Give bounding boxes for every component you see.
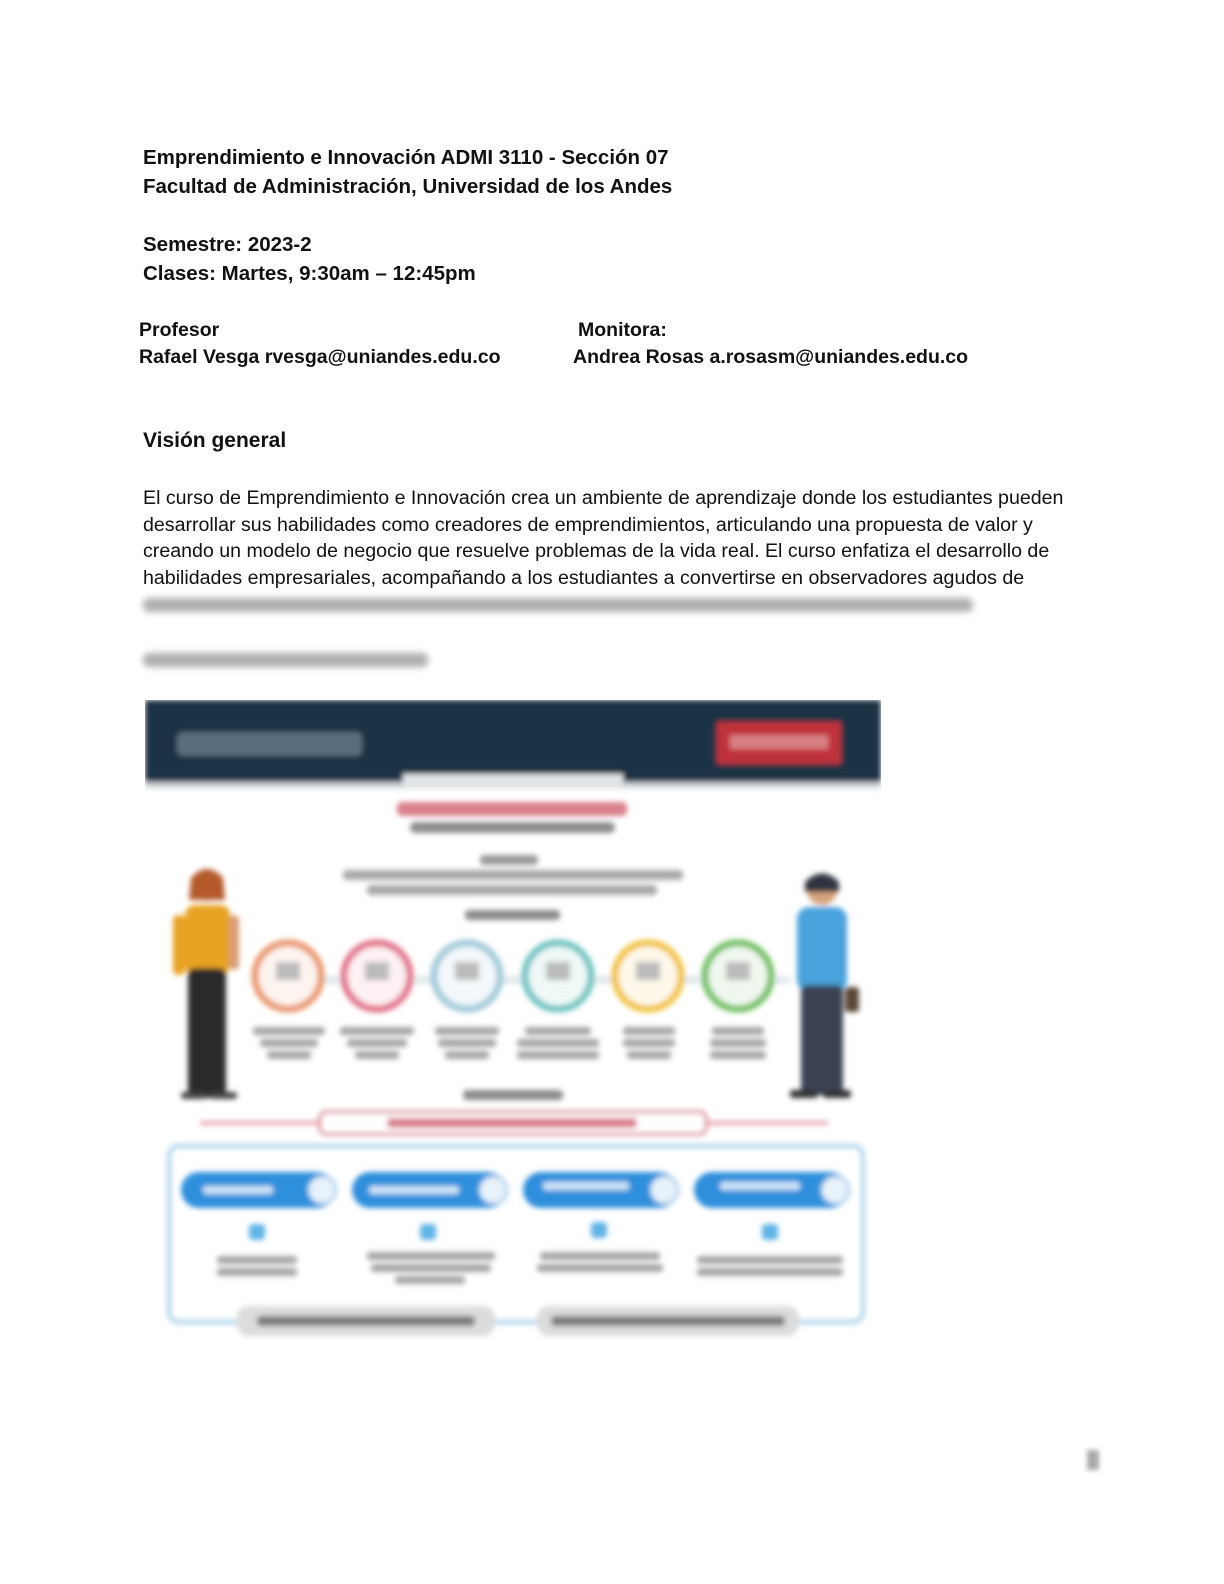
paragraph-line: creando un modelo de negocio que resuelve problemas de la vida real. El curso enfatiza el desarrollo de (143, 540, 1050, 562)
semester-line: Semestre: 2023-2 (143, 233, 312, 256)
paragraph-line: El curso de Emprendimiento e Innovación crea un ambiente de aprendizaje donde los estudiantes pueden (143, 487, 1064, 509)
schedule-block (143, 230, 476, 288)
professor-label: Profesor (139, 319, 220, 341)
man-figure (790, 874, 859, 1099)
faculty-line: Facultad de Administración, Universidad de los Andes (143, 175, 673, 198)
monitor-info: Andrea Rosas a.rosasm@uniandes.edu.co (573, 346, 969, 368)
professor-info: Rafael Vesga rvesga@uniandes.edu.co (139, 346, 501, 368)
course-title: Emprendimiento e Innovación ADMI 3110 - Sección 07 (143, 146, 669, 169)
page-number (1087, 1450, 1099, 1470)
paragraph-line: habilidades empresariales, acompañando a los estudiantes a convertirse en observadores agudos de (143, 566, 1025, 589)
professor-block (139, 317, 501, 371)
classes-line: Clases: Martes, 9:30am – 12:45pm (143, 262, 476, 285)
blue-pills (181, 1172, 849, 1208)
learning-infographic (145, 700, 881, 1340)
blurred-subheading (143, 653, 428, 667)
monitor-label: Monitora: (578, 319, 667, 341)
woman-figure (173, 869, 239, 1099)
course-header (143, 143, 672, 201)
monitor-block (573, 317, 968, 371)
overview-paragraph (143, 485, 1093, 591)
paragraph-line: desarrollar sus habilidades como creadores de emprendimientos, articulando una propuesta de valor y (143, 513, 1033, 536)
overview-title: Visión general (143, 429, 287, 452)
blurred-text-line (143, 598, 973, 612)
